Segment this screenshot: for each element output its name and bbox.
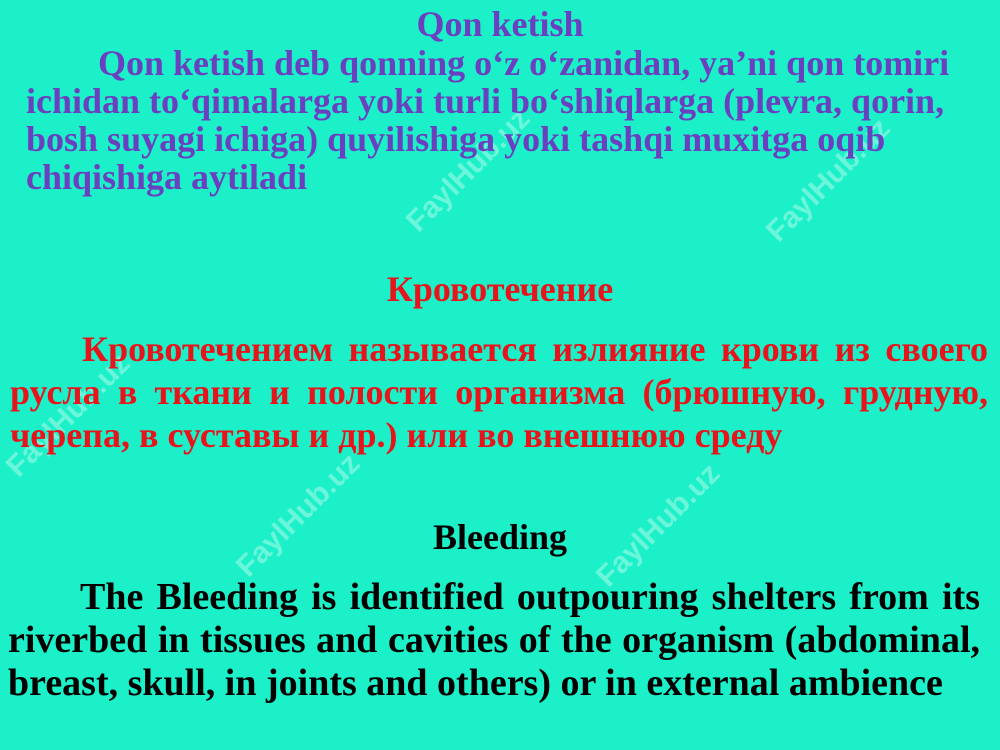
watermark-text: FaylHub.uz [760,111,897,249]
watermark-text: FaylHub.uz [230,446,367,584]
watermark-text: FaylHub.uz [0,346,137,484]
russian-heading: Кровотечение [386,269,614,309]
english-heading: Bleeding [432,517,567,557]
watermark-text: FaylHub.uz [590,456,727,594]
uzbek-heading: Qon ketish [416,4,584,44]
english-paragraph: The Bleeding is identified outpouring shelters from its riverbed in tissues and cavities of the organism (abdominal, breast, skull, in joints and others) or in external ambience [8,576,980,704]
watermark-text: FaylHub.uz [400,101,537,239]
uzbek-paragraph: Qon ketish deb qonning o‘z o‘zanidan, ya’ni qon tomiri ichidan to‘qimalarga yoki turli bo‘shliqlarga (plevra, qorin, bosh suyagi ichiga) quyilishiga yoki tashqi muxitga oqib chiqishiga aytiladi [26,43,950,197]
russian-paragraph: Кровотечением называется излияние крови из своего русла в ткани и полости организма (брюшную, грудную, черепа, в суставы и др.) или во внешнюю среду [10,329,988,455]
